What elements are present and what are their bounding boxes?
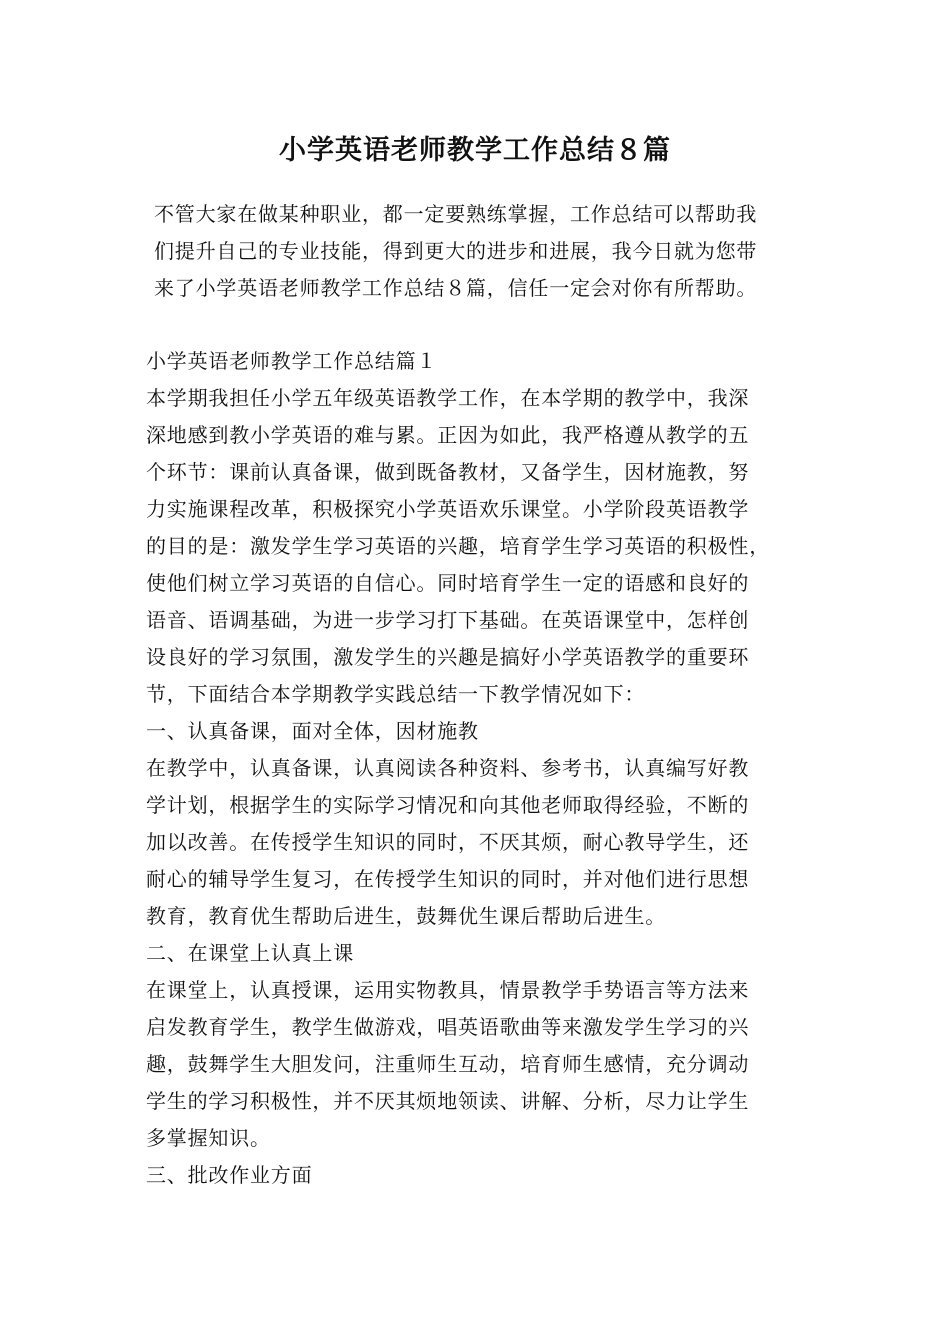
- intro-line: 来了小学英语老师教学工作总结８篇，信任一定会对你有所帮助。: [154, 276, 758, 300]
- body-line: 个环节：课前认真备课，做到既备教材，又备学生，因材施教，努: [146, 460, 750, 484]
- document-body: [146, 343, 814, 1194]
- body-line: 语音、语调基础，为进一步学习打下基础。在英语课堂中，怎样创: [146, 608, 750, 632]
- subsection-heading: 二、在课堂上认真上课: [146, 941, 354, 965]
- body-line: 深地感到教小学英语的难与累。正因为如此，我严格遵从教学的五: [146, 423, 750, 447]
- document-title: 小学英语老师教学工作总结８篇: [279, 135, 671, 166]
- intro-line: 不管大家在做某种职业，都一定要熟练掌握，工作总结可以帮助我: [154, 202, 758, 226]
- body-line: 多掌握知识。: [146, 1126, 271, 1150]
- intro-line: 们提升自己的专业技能，得到更大的进步和进展，我今日就为您带: [154, 239, 758, 263]
- body-line: 耐心的辅导学生复习，在传授学生知识的同时，并对他们进行思想: [146, 867, 750, 891]
- body-line: 趣，鼓舞学生大胆发问，注重师生互动，培育师生感情，充分调动: [146, 1052, 750, 1076]
- body-line: 加以改善。在传授学生知识的同时，不厌其烦，耐心教导学生，还: [146, 830, 750, 854]
- body-line: 在课堂上，认真授课，运用实物教具，情景教学手势语言等方法来: [146, 978, 750, 1002]
- body-line: 教育，教育优生帮助后进生，鼓舞优生课后帮助后进生。: [146, 904, 666, 928]
- body-line: 学生的学习积极性，并不厌其烦地领读、讲解、分析，尽力让学生: [146, 1089, 750, 1113]
- subsection-heading: 一、认真备课，面对全体，因材施教: [146, 719, 479, 743]
- body-line: 本学期我担任小学五年级英语教学工作，在本学期的教学中，我深: [146, 386, 750, 410]
- body-line: 在教学中，认真备课，认真阅读各种资料、参考书，认真编写好教: [146, 756, 750, 780]
- body-line: 节，下面结合本学期教学实践总结一下教学情况如下：: [146, 682, 646, 706]
- body-line: 的目的是：激发学生学习英语的兴趣，培育学生学习英语的积极性，: [146, 534, 770, 558]
- body-line: 力实施课程改革，积极探究小学英语欢乐课堂。小学阶段英语教学: [146, 497, 750, 521]
- section-heading: 小学英语老师教学工作总结篇１: [146, 349, 438, 373]
- subsection-heading: 三、批改作业方面: [146, 1163, 313, 1187]
- body-line: 使他们树立学习英语的自信心。同时培育学生一定的语感和良好的: [146, 571, 750, 595]
- body-line: 学计划，根据学生的实际学习情况和向其他老师取得经验，不断的: [146, 793, 750, 817]
- intro-paragraph: [146, 196, 814, 307]
- body-line: 设良好的学习氛围，激发学生的兴趣是搞好小学英语教学的重要环: [146, 645, 750, 669]
- body-line: 启发教育学生，教学生做游戏，唱英语歌曲等来激发学生学习的兴: [146, 1015, 750, 1039]
